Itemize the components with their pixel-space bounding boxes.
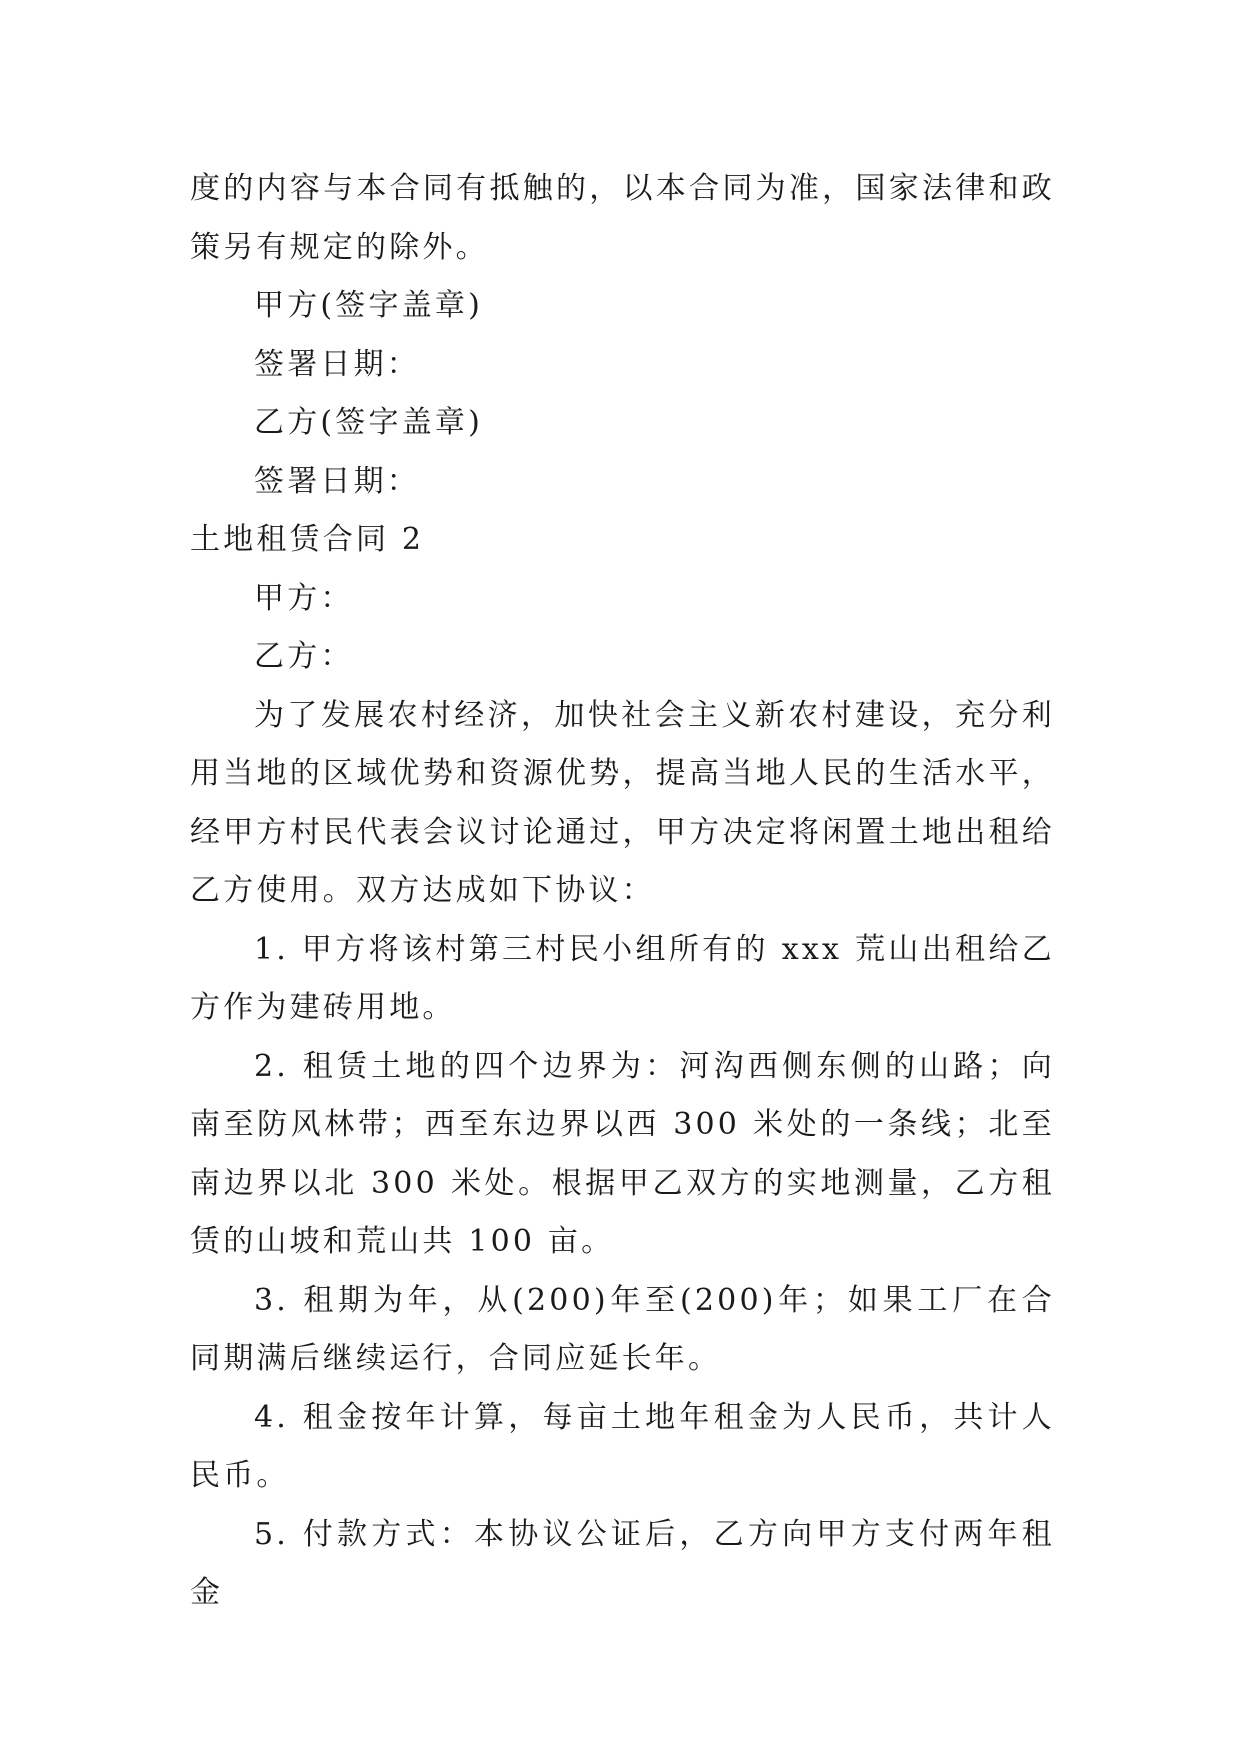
party-b-sign-date: 签署日期： [254,463,420,499]
clause-4: 4. 租金按年计算，每亩土地年租金为人民币，共计人民币。 [190,1399,1055,1493]
paragraph-0: 度的内容与本合同有抵触的，以本合同为准，国家法律和政策另有规定的除外。 [190,171,1055,265]
clause-2: 2. 租赁土地的四个边界为：河沟西侧东侧的山路；向南至防风林带；西至东边界以西 300 米处的一条线；北至南边界以北 300 米处。根据甲乙双方的实地测量，乙方租赁的山坡和荒山共 100 亩。 [190,1048,1055,1259]
party-a-signature-line: 甲方(签字盖章) [254,288,484,323]
party-b-signature-line: 乙方(签字盖章) [254,405,484,440]
party-b-label: 乙方： [254,639,354,674]
clause-5: 5. 付款方式：本协议公证后，乙方向甲方支付两年租金 [190,1516,1055,1610]
clause-3: 3. 租期为年，从(200)年至(200)年；如果工厂在合同期满后继续运行，合同应延长年。 [190,1282,1055,1376]
party-a-sign-date: 签署日期： [254,346,420,382]
clause-1: 1. 甲方将该村第三村民小组所有的 xxx 荒山出租给乙方作为建砖用地。 [190,931,1055,1025]
section-title: 土地租赁合同 2 [190,522,425,557]
document-body [190,160,1055,1623]
preamble-paragraph: 为了发展农村经济，加快社会主义新农村建设，充分利用当地的区域优势和资源优势，提高当地人民的生活水平，经甲方村民代表会议讨论通过，甲方决定将闲置土地出租给乙方使用。双方达成如下协议： [190,697,1055,908]
party-a-label: 甲方： [254,580,354,616]
